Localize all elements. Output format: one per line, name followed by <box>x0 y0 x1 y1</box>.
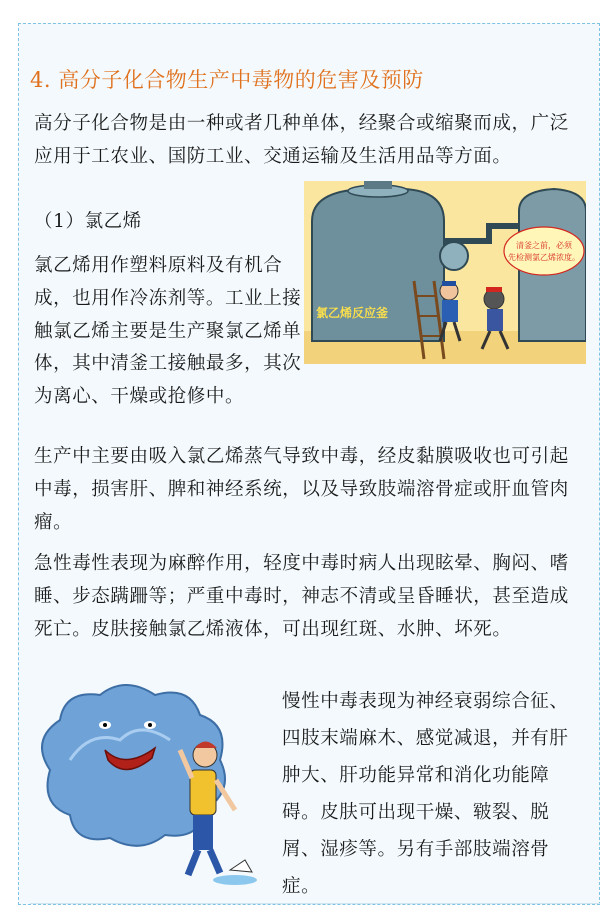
poison-gas-illustration <box>30 680 270 890</box>
section-title: 4. 高分子化合物生产中毒物的危害及预防 <box>30 68 424 92</box>
bottom-divider <box>30 903 600 904</box>
vinyl-usage-paragraph: 氯乙烯用作塑料原料及有机合成，也用作冷冻剂等。工业上接触氯乙烯主要是生产聚氯乙烯单体，其中清釜工接触最多，其次为离心、干燥或抢修中。 <box>34 255 302 408</box>
intro-paragraph: 高分子化合物是由一种或者几种单体，经聚合或缩聚而成，广泛应用于工农业、国防工业、交通运输及生活用品等方面。 <box>34 113 569 167</box>
exposure-route-paragraph: 生产中主要由吸入氯乙烯蒸气导致中毒，经皮黏膜吸收也可引起中毒，损害肝、脾和神经系统，以及导致肢端溶骨症或肝血管肉瘤。 <box>34 446 569 533</box>
acute-toxicity-paragraph: 急性毒性表现为麻醉作用，轻度中毒时病人出现眩晕、胸闷、嗜睡、步态蹒跚等；严重中毒时，神志不清或呈昏睡状，甚至造成死亡。皮肤接触氯乙烯液体，可出现红斑、水肿、坏死。 <box>34 553 569 640</box>
chronic-toxicity-paragraph: 慢性中毒表现为神经衰弱综合征、四肢末端麻木、感觉减退，并有肝肿大、肝功能异常和消化功能障碍。皮肤可出现干燥、皲裂、脱屑、湿疹等。另有手部肢端溶骨症。 <box>282 691 569 897</box>
speech-bubble-text-2: 先检测氯乙烯浓度。 <box>508 253 580 262</box>
reactor-illustration <box>304 181 586 364</box>
subheading-vinyl-chloride: （1）氯乙烯 <box>34 211 142 232</box>
reactor-label: 氯乙烯反应釜 <box>316 306 389 320</box>
speech-bubble-text-1: 清釜之前，必须 <box>516 241 572 250</box>
